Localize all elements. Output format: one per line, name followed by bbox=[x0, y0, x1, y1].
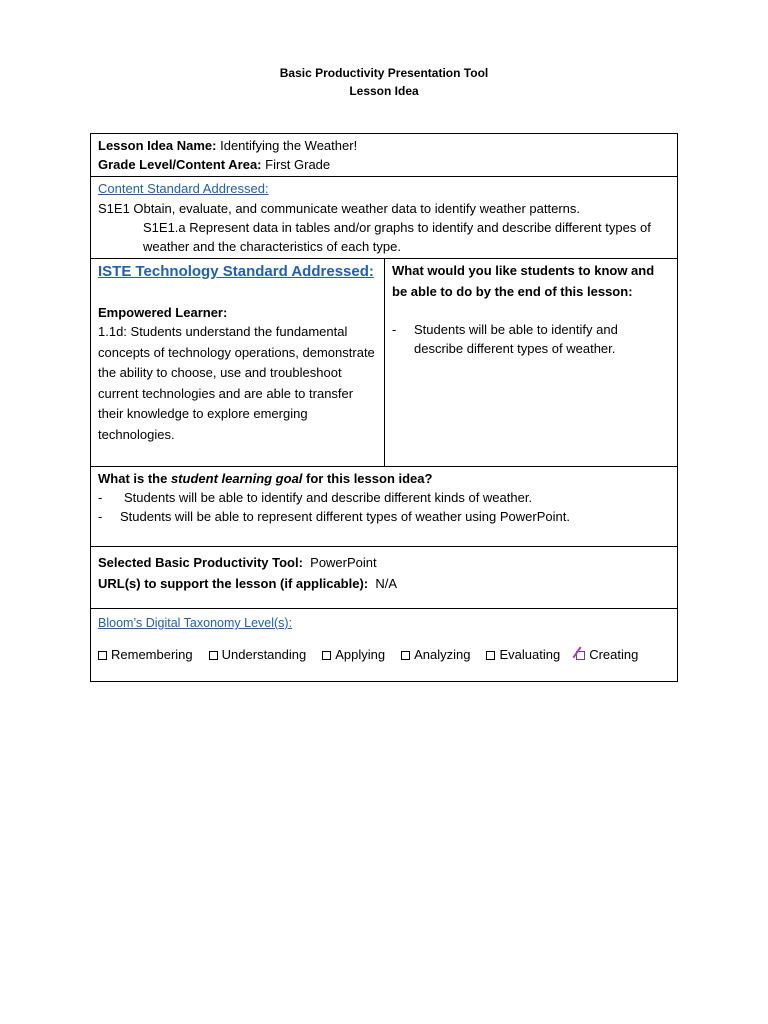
document-title: Basic Productivity Presentation Tool bbox=[279, 66, 489, 80]
iste-subheading: Empowered Learner: bbox=[98, 305, 228, 320]
blooms-option-understanding[interactable] bbox=[209, 645, 307, 665]
tool-row bbox=[91, 547, 677, 609]
blooms-option-label: Understanding bbox=[221, 647, 307, 662]
bullet-dash: - bbox=[98, 509, 103, 524]
goal-item bbox=[98, 488, 670, 507]
learning-goal-row bbox=[91, 467, 677, 547]
blooms-row bbox=[91, 609, 677, 681]
document-subtitle: Lesson Idea bbox=[349, 84, 419, 98]
iste-text: 1.1d: Students understand the fundamental concepts of technology operations, demonstrate the ability to choose, use and troubleshoot current technologies and are able to transfer their knowledge to explore emerging technologies. bbox=[98, 324, 375, 442]
url-value: N/A bbox=[368, 575, 398, 591]
lesson-name-value: Identifying the Weather! bbox=[216, 138, 358, 153]
content-standard-line1: S1E1 Obtain, evaluate, and communicate weather data to identify weather patterns. bbox=[98, 201, 581, 216]
grade-level-value: First Grade bbox=[261, 157, 331, 172]
content-standard-line2: S1E1.a Represent data in tables and/or graphs to identify and describe different types of weather and the characteristics of each type. bbox=[143, 220, 651, 254]
grade-level-label: Grade Level/Content Area: bbox=[98, 157, 262, 172]
bullet-dash: - bbox=[98, 490, 103, 505]
checkbox-icon[interactable] bbox=[209, 651, 218, 660]
url-label: URL(s) to support the lesson (if applicable): bbox=[98, 575, 369, 591]
checkbox-icon[interactable] bbox=[486, 651, 495, 660]
blooms-heading: Bloom’s Digital Taxonomy Level(s): bbox=[98, 616, 293, 630]
iste-cell bbox=[91, 259, 385, 466]
blooms-option-label: Remembering bbox=[111, 647, 193, 662]
blooms-option-applying[interactable] bbox=[322, 645, 385, 665]
objectives-cell bbox=[385, 259, 677, 466]
tool-value: PowerPoint bbox=[302, 555, 377, 570]
lesson-name-label: Lesson Idea Name: bbox=[98, 138, 217, 153]
checkbox-icon[interactable] bbox=[98, 651, 107, 660]
checkbox-icon[interactable] bbox=[576, 651, 585, 660]
iste-heading: ISTE Technology Standard Addressed: bbox=[98, 263, 374, 280]
blooms-option-evaluating[interactable] bbox=[486, 645, 560, 665]
blooms-option-label: Creating bbox=[589, 647, 639, 662]
content-standard-row bbox=[91, 177, 677, 259]
blooms-option-label: Analyzing bbox=[414, 647, 471, 662]
objective-text: Students will be able to identify and describe different types of weather. bbox=[414, 322, 618, 356]
blooms-option-remembering[interactable] bbox=[98, 645, 193, 665]
lesson-idea-table bbox=[90, 133, 678, 682]
blooms-option-creating[interactable] bbox=[576, 645, 638, 665]
learning-goal-label: What is the student learning goal for this lesson idea? bbox=[98, 471, 433, 486]
objective-item bbox=[392, 320, 670, 358]
blooms-checkbox-list bbox=[98, 645, 670, 665]
blooms-option-label: Applying bbox=[335, 647, 386, 662]
blooms-option-analyzing[interactable] bbox=[401, 645, 470, 665]
checkbox-icon[interactable] bbox=[401, 651, 410, 660]
iste-objectives-row bbox=[91, 259, 677, 467]
goal-item bbox=[98, 507, 670, 526]
lesson-info-row bbox=[91, 134, 677, 177]
tool-label: Selected Basic Productivity Tool: bbox=[98, 555, 303, 570]
content-standard-heading: Content Standard Addressed: bbox=[98, 181, 269, 196]
checkbox-icon[interactable] bbox=[322, 651, 331, 660]
objectives-heading: What would you like students to know and be able to do by the end of this lesson: bbox=[392, 263, 655, 299]
goal-text: Students will be able to identify and describe different kinds of weather. bbox=[124, 490, 533, 505]
bullet-dash: - bbox=[392, 322, 397, 337]
blooms-option-label: Evaluating bbox=[499, 647, 561, 662]
document-header bbox=[0, 64, 768, 100]
goal-text: Students will be able to represent different types of weather using PowerPoint. bbox=[120, 509, 570, 524]
